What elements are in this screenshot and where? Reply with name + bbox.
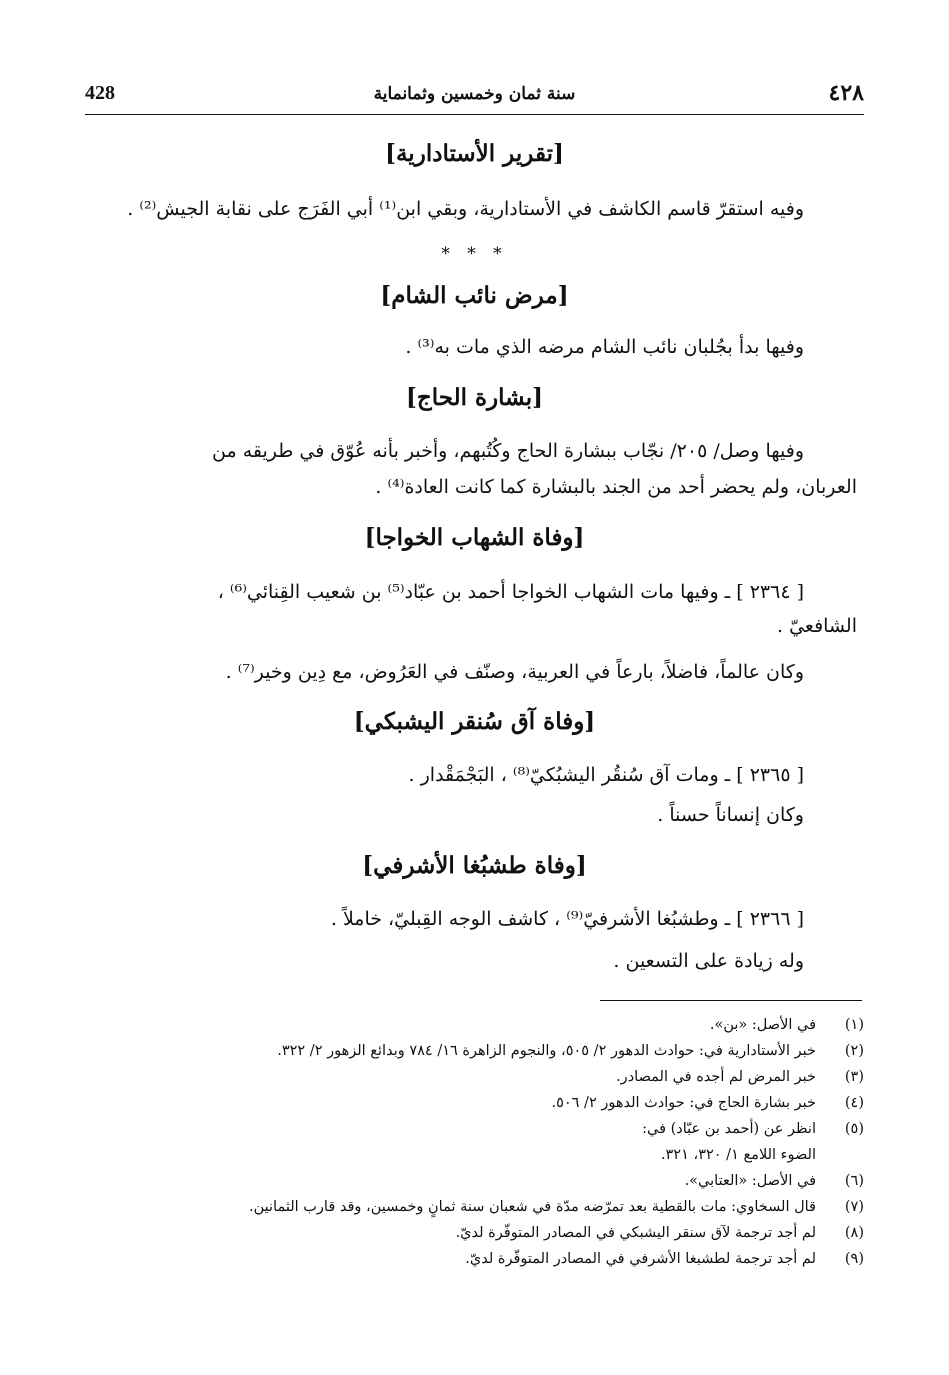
footnote-continuation: الضوء اللامع ١/ ٣٢٠، ٣٢١. — [660, 1147, 816, 1163]
page-number-latin: 428 — [85, 82, 115, 104]
footnote — [85, 1038, 864, 1064]
section-heading: [وفاة طشبُغا الأشرفي] — [362, 852, 587, 879]
paragraph: وكان إنساناً حسناً . — [657, 804, 804, 826]
footnote — [85, 1168, 864, 1194]
footnote-number: (٩) — [844, 1251, 864, 1267]
footnote-rule — [600, 1000, 862, 1001]
footnote-text: في الأصل: «العتابي». — [684, 1173, 816, 1189]
paragraph: وكان عالماً، فاضلاً، بارعاً في العربية، وصنّف في العَرُوض، مع دِين وخير⁽⁷⁾ . — [225, 661, 804, 683]
footnote-number: (٥) — [844, 1121, 864, 1137]
footnote-text: خبر المرض لم أجده في المصادر. — [616, 1069, 816, 1085]
entry-line: الشافعيّ . — [777, 615, 857, 637]
header-rule — [85, 114, 864, 115]
footnote — [85, 1012, 864, 1038]
footnote-text: لم أجد ترجمة لطشبغا الأشرفي في المصادر المتوفّرة لديّ. — [465, 1251, 816, 1267]
section-heading: [بشارة الحاج] — [406, 384, 543, 411]
footnote — [85, 1064, 864, 1090]
section-heading: [مرض نائب الشام] — [380, 282, 569, 309]
footnote-text: انظر عن (أحمد بن عبّاد) في: — [642, 1121, 816, 1137]
entry-line: [ ٢٣٦٥ ] ـ ومات آق سُنقُر اليشبُكيّ⁽⁸⁾ ، البَجْمَقْدار . — [408, 764, 804, 786]
footnote-number: (٤) — [844, 1095, 864, 1111]
footnote-text: لم أجد ترجمة لآق سنقر اليشبكي في المصادر المتوفّرة لديّ. — [455, 1225, 816, 1241]
running-head — [85, 80, 864, 112]
footnote — [85, 1090, 864, 1116]
footnote-number: (٣) — [844, 1069, 864, 1085]
section-heading: [تقرير الأستادارية] — [385, 140, 564, 167]
footnote-number: (٢) — [844, 1043, 864, 1059]
footnote-number: (٨) — [844, 1225, 864, 1241]
entry-line: [ ٢٣٦٦ ] ـ وطشبُغا الأشرفيّ⁽⁹⁾ ، كاشف الوجه القِبليّ، خاملاً . — [330, 908, 804, 930]
section-heading: [وفاة آق سُنقر اليشبكي] — [353, 708, 596, 735]
footnote-number: (٦) — [844, 1173, 864, 1189]
footnote — [85, 1246, 864, 1272]
running-head-title: سنة ثمان وخمسين وثمانماية — [373, 84, 576, 104]
paragraph: وفيها وصل/ ٢٠٥/ نجّاب ببشارة الحاج وكُتُبهم، وأخبر بأنه عُوّق في طريقه من — [212, 440, 804, 462]
footnote-text: في الأصل: «بن». — [709, 1017, 816, 1033]
paragraph: وله زيادة على التسعين . — [613, 950, 804, 972]
footnotes — [85, 1012, 864, 1272]
paragraph: وفيه استقرّ قاسم الكاشف في الأستادارية، وبقي ابن⁽¹⁾ أبي الفَرَج على نقابة الجيش⁽²⁾ . — [127, 198, 804, 220]
entry-line: [ ٢٣٦٤ ] ـ وفيها مات الشهاب الخواجا أحمد بن عبّاد⁽⁵⁾ بن شعيب القِنائي⁽⁶⁾ ، — [217, 581, 804, 603]
footnote-number: (٧) — [844, 1199, 864, 1215]
section-heading: [وفاة الشهاب الخواجا] — [364, 524, 585, 551]
section-separator: * * * — [441, 244, 508, 264]
footnote-text: خبر الأستادارية في: حوادث الدهور ٢/ ٥٠٥، والنجوم الزاهرة ١٦/ ٧٨٤ وبدائع الزهور ٢/ ٣٢٢. — [277, 1043, 816, 1059]
paragraph: العربان، ولم يحضر أحد من الجند بالبشارة كما كانت العادة⁽⁴⁾ . — [375, 476, 857, 498]
page-number-arabic: ٤٢٨ — [828, 80, 864, 106]
footnote — [85, 1220, 864, 1246]
footnote-text: خبر بشارة الحاج في: حوادث الدهور ٢/ ٥٠٦. — [551, 1095, 816, 1111]
paragraph: وفيها بدأ بجُلبان نائب الشام مرضه الذي مات به⁽³⁾ . — [405, 336, 804, 358]
footnote-text: قال السخاوي: مات بالقطية بعد تمرّضه مدّة في شعبان سنة ثمانٍ وخمسين، وقد قارب الثمانين. — [248, 1199, 816, 1215]
footnote-number: (١) — [844, 1017, 864, 1033]
footnote — [85, 1116, 864, 1142]
footnote — [85, 1194, 864, 1220]
